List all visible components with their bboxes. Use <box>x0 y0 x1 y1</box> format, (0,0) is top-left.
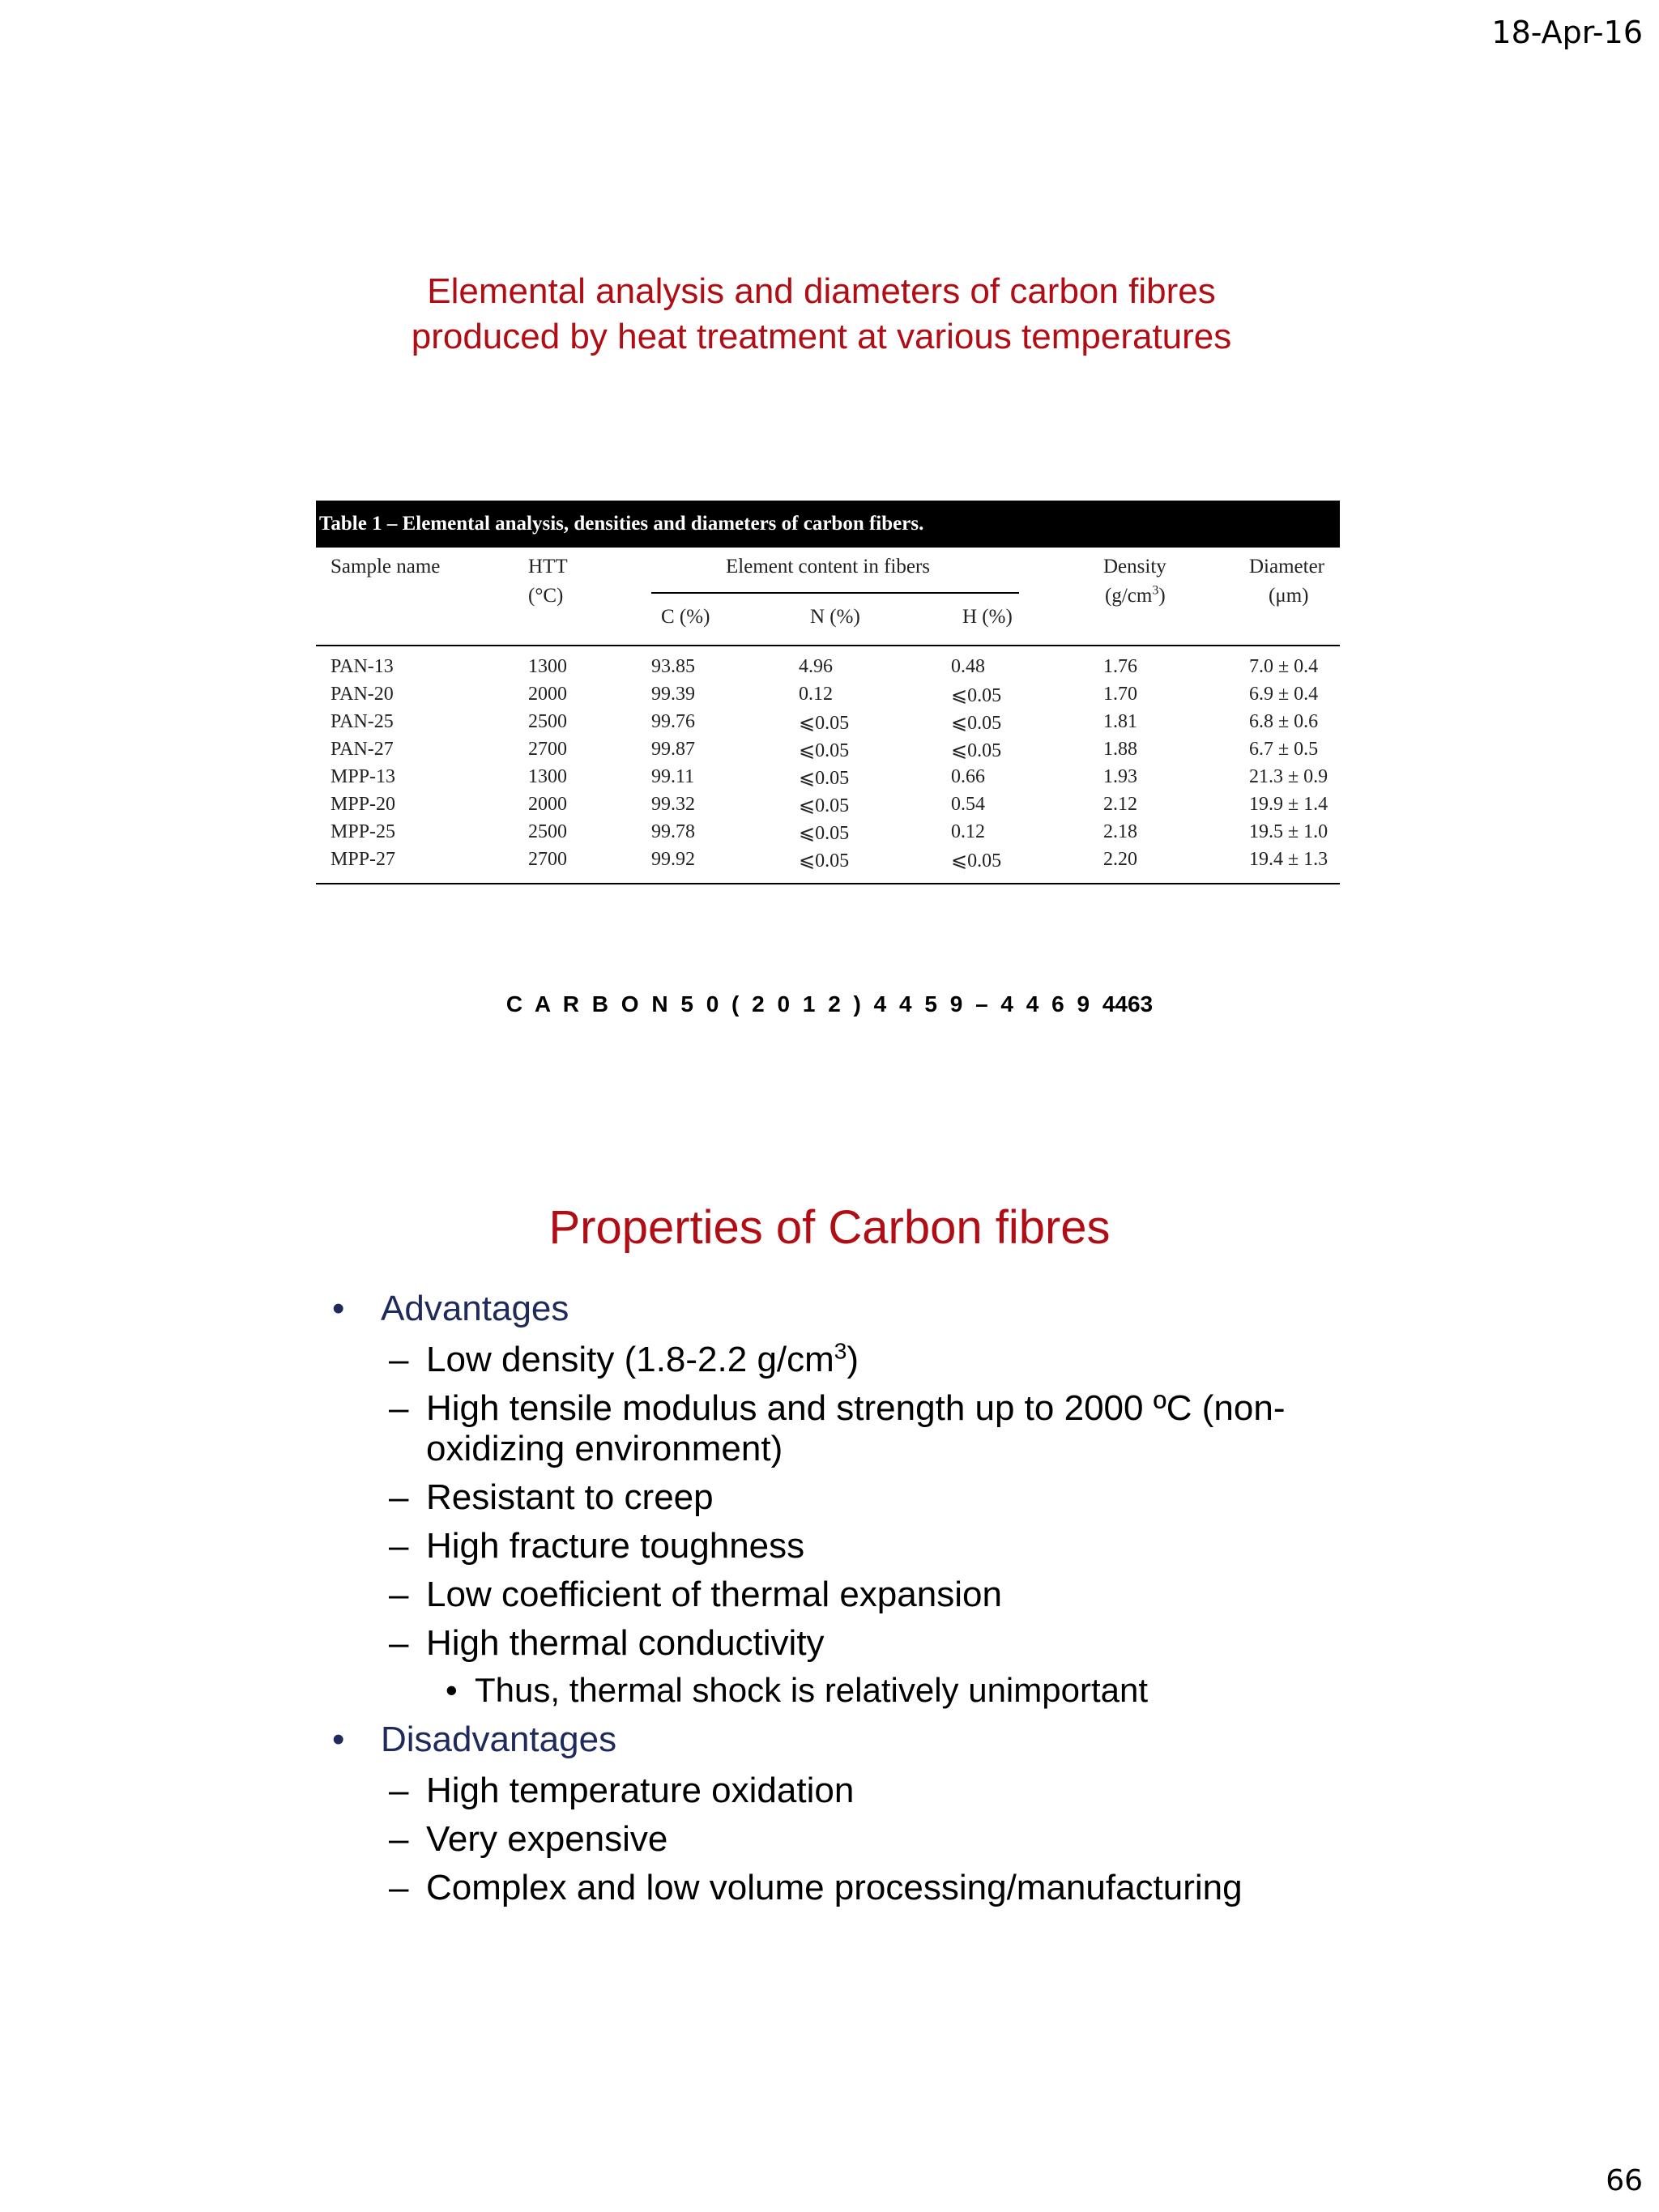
cell-sample: MPP-25 <box>331 821 396 842</box>
cell-h: 0.54 <box>951 794 985 815</box>
cell-density: 2.12 <box>1103 794 1137 815</box>
list-item: – High temperature oxidation <box>389 1771 855 1810</box>
title-line-1: Elemental analysis and diameters of carbon fibres <box>427 271 1216 311</box>
cell-h: ⩽0.05 <box>951 685 1002 706</box>
table-header <box>316 548 1340 646</box>
cell-n: 0.12 <box>799 684 833 705</box>
dash-marker: – <box>389 1388 409 1428</box>
cell-diameter: 19.9 ± 1.4 <box>1249 794 1328 815</box>
header-diameter: Diameter <box>1249 556 1325 578</box>
table-row <box>316 654 1340 682</box>
cell-c: 99.32 <box>651 794 695 815</box>
cell-c: 99.39 <box>651 684 695 705</box>
table-row <box>316 847 1340 875</box>
cell-h: ⩽0.05 <box>951 740 1002 761</box>
cell-density: 1.70 <box>1103 684 1137 705</box>
cell-c: 99.76 <box>651 711 695 732</box>
header-sample: Sample name <box>331 556 441 578</box>
properties-slide-title: Properties of Carbon fibres <box>548 1201 1111 1254</box>
header-diameter-unit: (μm) <box>1269 585 1309 607</box>
header-density-unit: $(g/cm^3)$ <box>1105 583 1166 607</box>
header-n: N (%) <box>810 606 860 628</box>
cell-sample: PAN-13 <box>331 656 394 677</box>
cell-htt: 2700 <box>528 739 567 760</box>
cell-diameter: 19.4 ± 1.3 <box>1249 849 1328 870</box>
dash-marker: – <box>389 1819 409 1859</box>
header-htt-unit: (°C) <box>528 585 564 607</box>
dash-marker: – <box>389 1477 409 1517</box>
cell-sample: PAN-27 <box>331 739 394 760</box>
cell-htt: 1300 <box>528 766 567 787</box>
header-c: C (%) <box>661 606 710 628</box>
cell-diameter: 6.9 ± 0.4 <box>1249 684 1319 705</box>
citation-text: C A R B O N 5 0 ( 2 0 1 2 ) 4 4 5 9 – 4 4 6 9 <box>505 991 1094 1016</box>
list-item: – Resistant to creep <box>389 1477 714 1517</box>
cell-n: ⩽0.05 <box>799 823 850 844</box>
bullet-marker: • <box>446 1671 458 1709</box>
cell-n: ⩽0.05 <box>799 795 850 816</box>
cell-n: 4.96 <box>799 656 833 677</box>
cell-h: 0.12 <box>951 821 985 842</box>
header-group-rule <box>651 592 1019 594</box>
cell-htt: 2000 <box>528 684 567 705</box>
cell-sample: MPP-27 <box>331 849 396 870</box>
cell-density: 1.76 <box>1103 656 1137 677</box>
bullet-marker: • <box>332 1289 345 1328</box>
list-subitem: • Thus, thermal shock is relatively unimportant <box>446 1671 1148 1709</box>
list-item: – Low coefficient of thermal expansion <box>389 1575 1002 1614</box>
table-row <box>316 792 1340 820</box>
dash-marker: – <box>389 1771 409 1810</box>
cell-sample: MPP-13 <box>331 766 396 787</box>
cell-density: 1.93 <box>1103 766 1137 787</box>
advantages-heading <box>332 1286 1385 1332</box>
list-item: – High thermal conductivity <box>389 1623 825 1663</box>
slide-date: 18-Apr-16 <box>1491 15 1643 50</box>
dash-marker: – <box>389 1575 409 1614</box>
cell-c: 99.78 <box>651 821 695 842</box>
table-body <box>316 646 1340 884</box>
cell-diameter: 19.5 ± 1.0 <box>1249 821 1328 842</box>
elemental-analysis-table <box>316 501 1340 884</box>
cell-h: 0.48 <box>951 656 985 677</box>
cell-diameter: 6.8 ± 0.6 <box>1249 711 1319 732</box>
list-item: – High fracture toughness <box>389 1526 805 1566</box>
cell-htt: 1300 <box>528 656 567 677</box>
cell-c: 99.11 <box>651 766 695 787</box>
dash-marker: – <box>389 1868 409 1907</box>
cell-c: 93.85 <box>651 656 695 677</box>
dash-marker: – <box>389 1340 409 1379</box>
cell-htt: 2700 <box>528 849 567 870</box>
disadvantages-label: Disadvantages <box>381 1720 617 1759</box>
table-slide-title <box>0 269 1659 360</box>
cell-sample: PAN-25 <box>331 711 394 732</box>
cell-n: ⩽0.05 <box>799 740 850 761</box>
header-htt: HTT <box>528 556 568 578</box>
cell-h: ⩽0.05 <box>951 850 1002 872</box>
cell-htt: 2500 <box>528 821 567 842</box>
table-row <box>316 765 1340 792</box>
cell-density: 2.18 <box>1103 821 1137 842</box>
citation <box>0 991 1659 1017</box>
header-element-group: Element content in fibers <box>726 556 931 578</box>
cell-diameter: 7.0 ± 0.4 <box>1249 656 1319 677</box>
cell-c: 99.92 <box>651 849 695 870</box>
list-item: – Very expensive <box>389 1819 668 1859</box>
cell-density: 1.88 <box>1103 739 1137 760</box>
cell-c: 99.87 <box>651 739 695 760</box>
page-number: 66 <box>1606 2164 1643 2197</box>
disadvantages-heading <box>332 1717 1385 1762</box>
dash-marker: – <box>389 1623 409 1663</box>
cell-density: 2.20 <box>1103 849 1137 870</box>
cell-h: ⩽0.05 <box>951 713 1002 734</box>
dash-marker: – <box>389 1526 409 1566</box>
cell-n: ⩽0.05 <box>799 850 850 872</box>
cell-diameter: 21.3 ± 0.9 <box>1249 766 1328 787</box>
cell-diameter: 6.7 ± 0.5 <box>1249 739 1319 760</box>
list-item: – High tensile modulus and strength up to 2000 ºC (non-oxidizing environment) <box>389 1388 1286 1468</box>
header-density: Density <box>1103 556 1166 578</box>
cell-n: ⩽0.05 <box>799 768 850 789</box>
table-row <box>316 737 1340 765</box>
title-line-2: produced by heat treatment at various temperatures <box>411 317 1232 356</box>
cell-density: 1.81 <box>1103 711 1137 732</box>
cell-sample: PAN-20 <box>331 684 394 705</box>
header-h: H (%) <box>962 606 1013 628</box>
list-item: – Low density (1.8-2.2 $g/cm^3$) <box>389 1338 859 1379</box>
cell-htt: 2000 <box>528 794 567 815</box>
bullet-marker: • <box>332 1720 345 1759</box>
table-caption: Table 1 – Elemental analysis, densities and diameters of carbon fibers. <box>316 501 1340 548</box>
cell-n: ⩽0.05 <box>799 713 850 734</box>
list-item: – Complex and low volume processing/manufacturing <box>389 1868 1243 1907</box>
cell-sample: MPP-20 <box>331 794 396 815</box>
table-row <box>316 820 1340 847</box>
table-row <box>316 710 1340 737</box>
properties-list <box>332 1286 1385 1908</box>
cell-h: 0.66 <box>951 766 985 787</box>
cell-htt: 2500 <box>528 711 567 732</box>
citation-page: 4463 <box>1102 991 1154 1016</box>
table-row <box>316 682 1340 710</box>
advantages-label: Advantages <box>381 1289 569 1328</box>
